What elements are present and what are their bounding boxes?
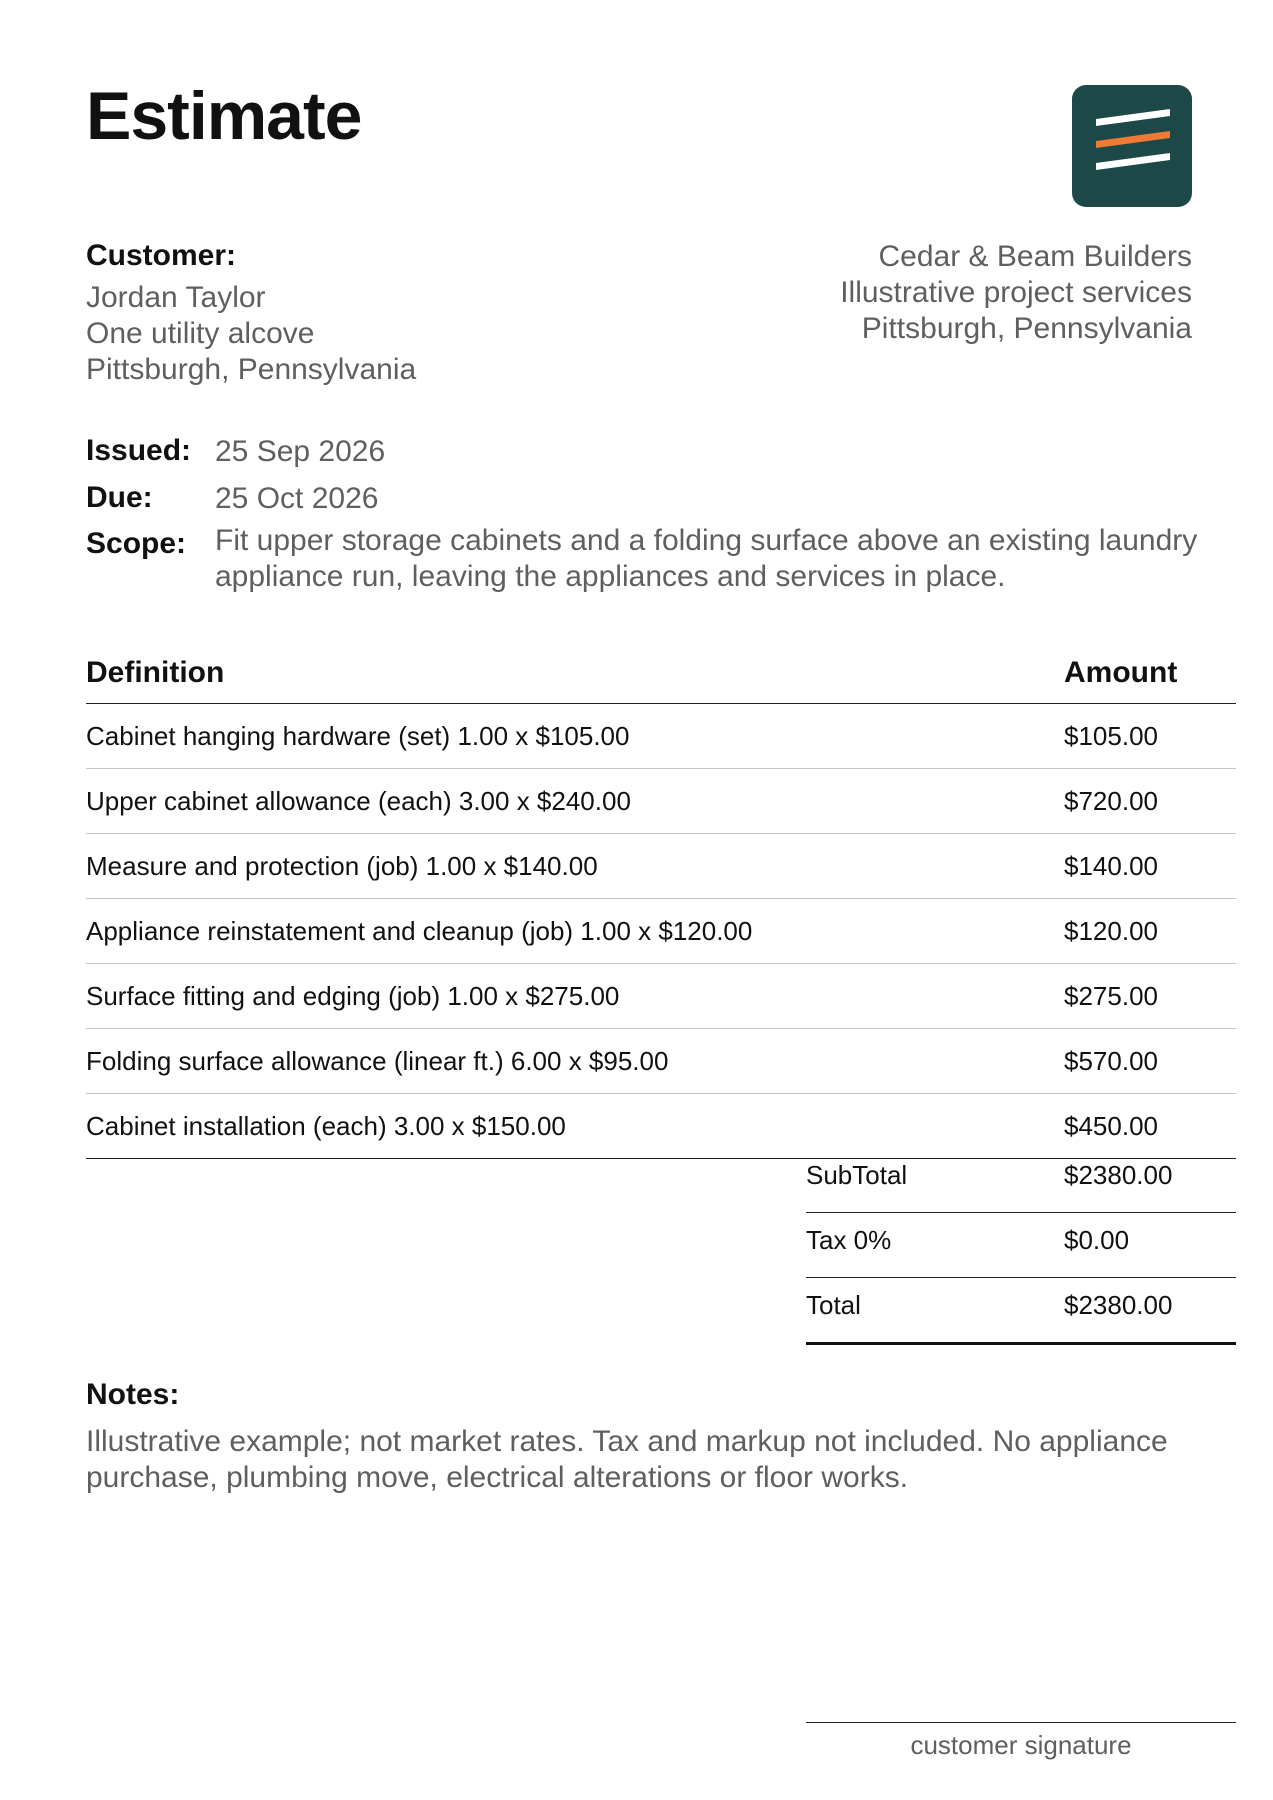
scope-label: Scope: [86,527,187,560]
notes-text: Illustrative example; not market rates. Tax and markup not included. No appliance purchase, plumbing move, electrical alterations or floor works. [86,1425,1168,1494]
tax-row [806,1213,1236,1278]
customer-city: Pittsburgh, Pennsylvania [86,353,417,386]
item-amount: $570.00 [1064,1029,1236,1094]
total-value: $2380.00 [1064,1290,1173,1320]
customer-address: One utility alcove [86,317,315,350]
totals-block [806,1148,1236,1345]
total-label: Total [806,1290,861,1320]
item-definition: Upper cabinet allowance (each) 3.00 x $240.00 [86,769,1064,834]
company-city: Pittsburgh, Pennsylvania [861,312,1192,345]
item-amount: $120.00 [1064,899,1236,964]
amount-header: Amount [1064,650,1236,704]
stacked-layers-logo-icon [1072,85,1192,207]
table-row [86,964,1236,1029]
tax-value: $0.00 [1064,1225,1130,1255]
table-row [86,1029,1236,1094]
company-name: Cedar & Beam Builders [878,240,1192,273]
due-date: 25 Oct 2026 [215,482,379,515]
table-row [86,704,1236,769]
issued-date: 25 Sep 2026 [215,435,386,468]
customer-name: Jordan Taylor [86,281,266,314]
company-block [840,239,1192,347]
company-tagline: Illustrative project services [840,276,1192,309]
item-definition: Folding surface allowance (linear ft.) 6.00 x $95.00 [86,1029,1064,1094]
table-row [86,899,1236,964]
scope-text: Fit upper storage cabinets and a folding surface above an existing laundry appliance run, leaving the appliances and services in place. [215,524,1198,593]
customer-label: Customer: [86,239,237,272]
item-amount: $720.00 [1064,769,1236,834]
item-amount: $275.00 [1064,964,1236,1029]
tax-label: Tax 0% [806,1225,892,1255]
item-definition: Cabinet installation (each) 3.00 x $150.00 [86,1094,1064,1159]
item-definition: Surface fitting and edging (job) 1.00 x $275.00 [86,964,1064,1029]
due-label: Due: [86,481,153,514]
item-amount: $450.00 [1064,1094,1236,1159]
subtotal-value: $2380.00 [1064,1160,1173,1190]
subtotal-label: SubTotal [806,1160,908,1190]
signature-label: customer signature [910,1730,1132,1760]
table-header-row [86,650,1236,704]
issued-label: Issued: [86,434,192,467]
line-items-table [86,650,1236,1159]
customer-block [86,239,416,388]
company-logo [1072,85,1192,207]
item-definition: Measure and protection (job) 1.00 x $140.00 [86,834,1064,899]
notes-label: Notes: [86,1378,180,1411]
definition-header: Definition [86,650,1064,704]
total-row [806,1278,1236,1345]
table-row [86,834,1236,899]
signature-line [806,1722,1236,1723]
item-definition: Appliance reinstatement and cleanup (job) 1.00 x $120.00 [86,899,1064,964]
item-amount: $140.00 [1064,834,1236,899]
item-amount: $105.00 [1064,704,1236,769]
estimate-title: Estimate [86,78,362,154]
table-row [86,769,1236,834]
subtotal-row [806,1148,1236,1213]
item-definition: Cabinet hanging hardware (set) 1.00 x $105.00 [86,704,1064,769]
